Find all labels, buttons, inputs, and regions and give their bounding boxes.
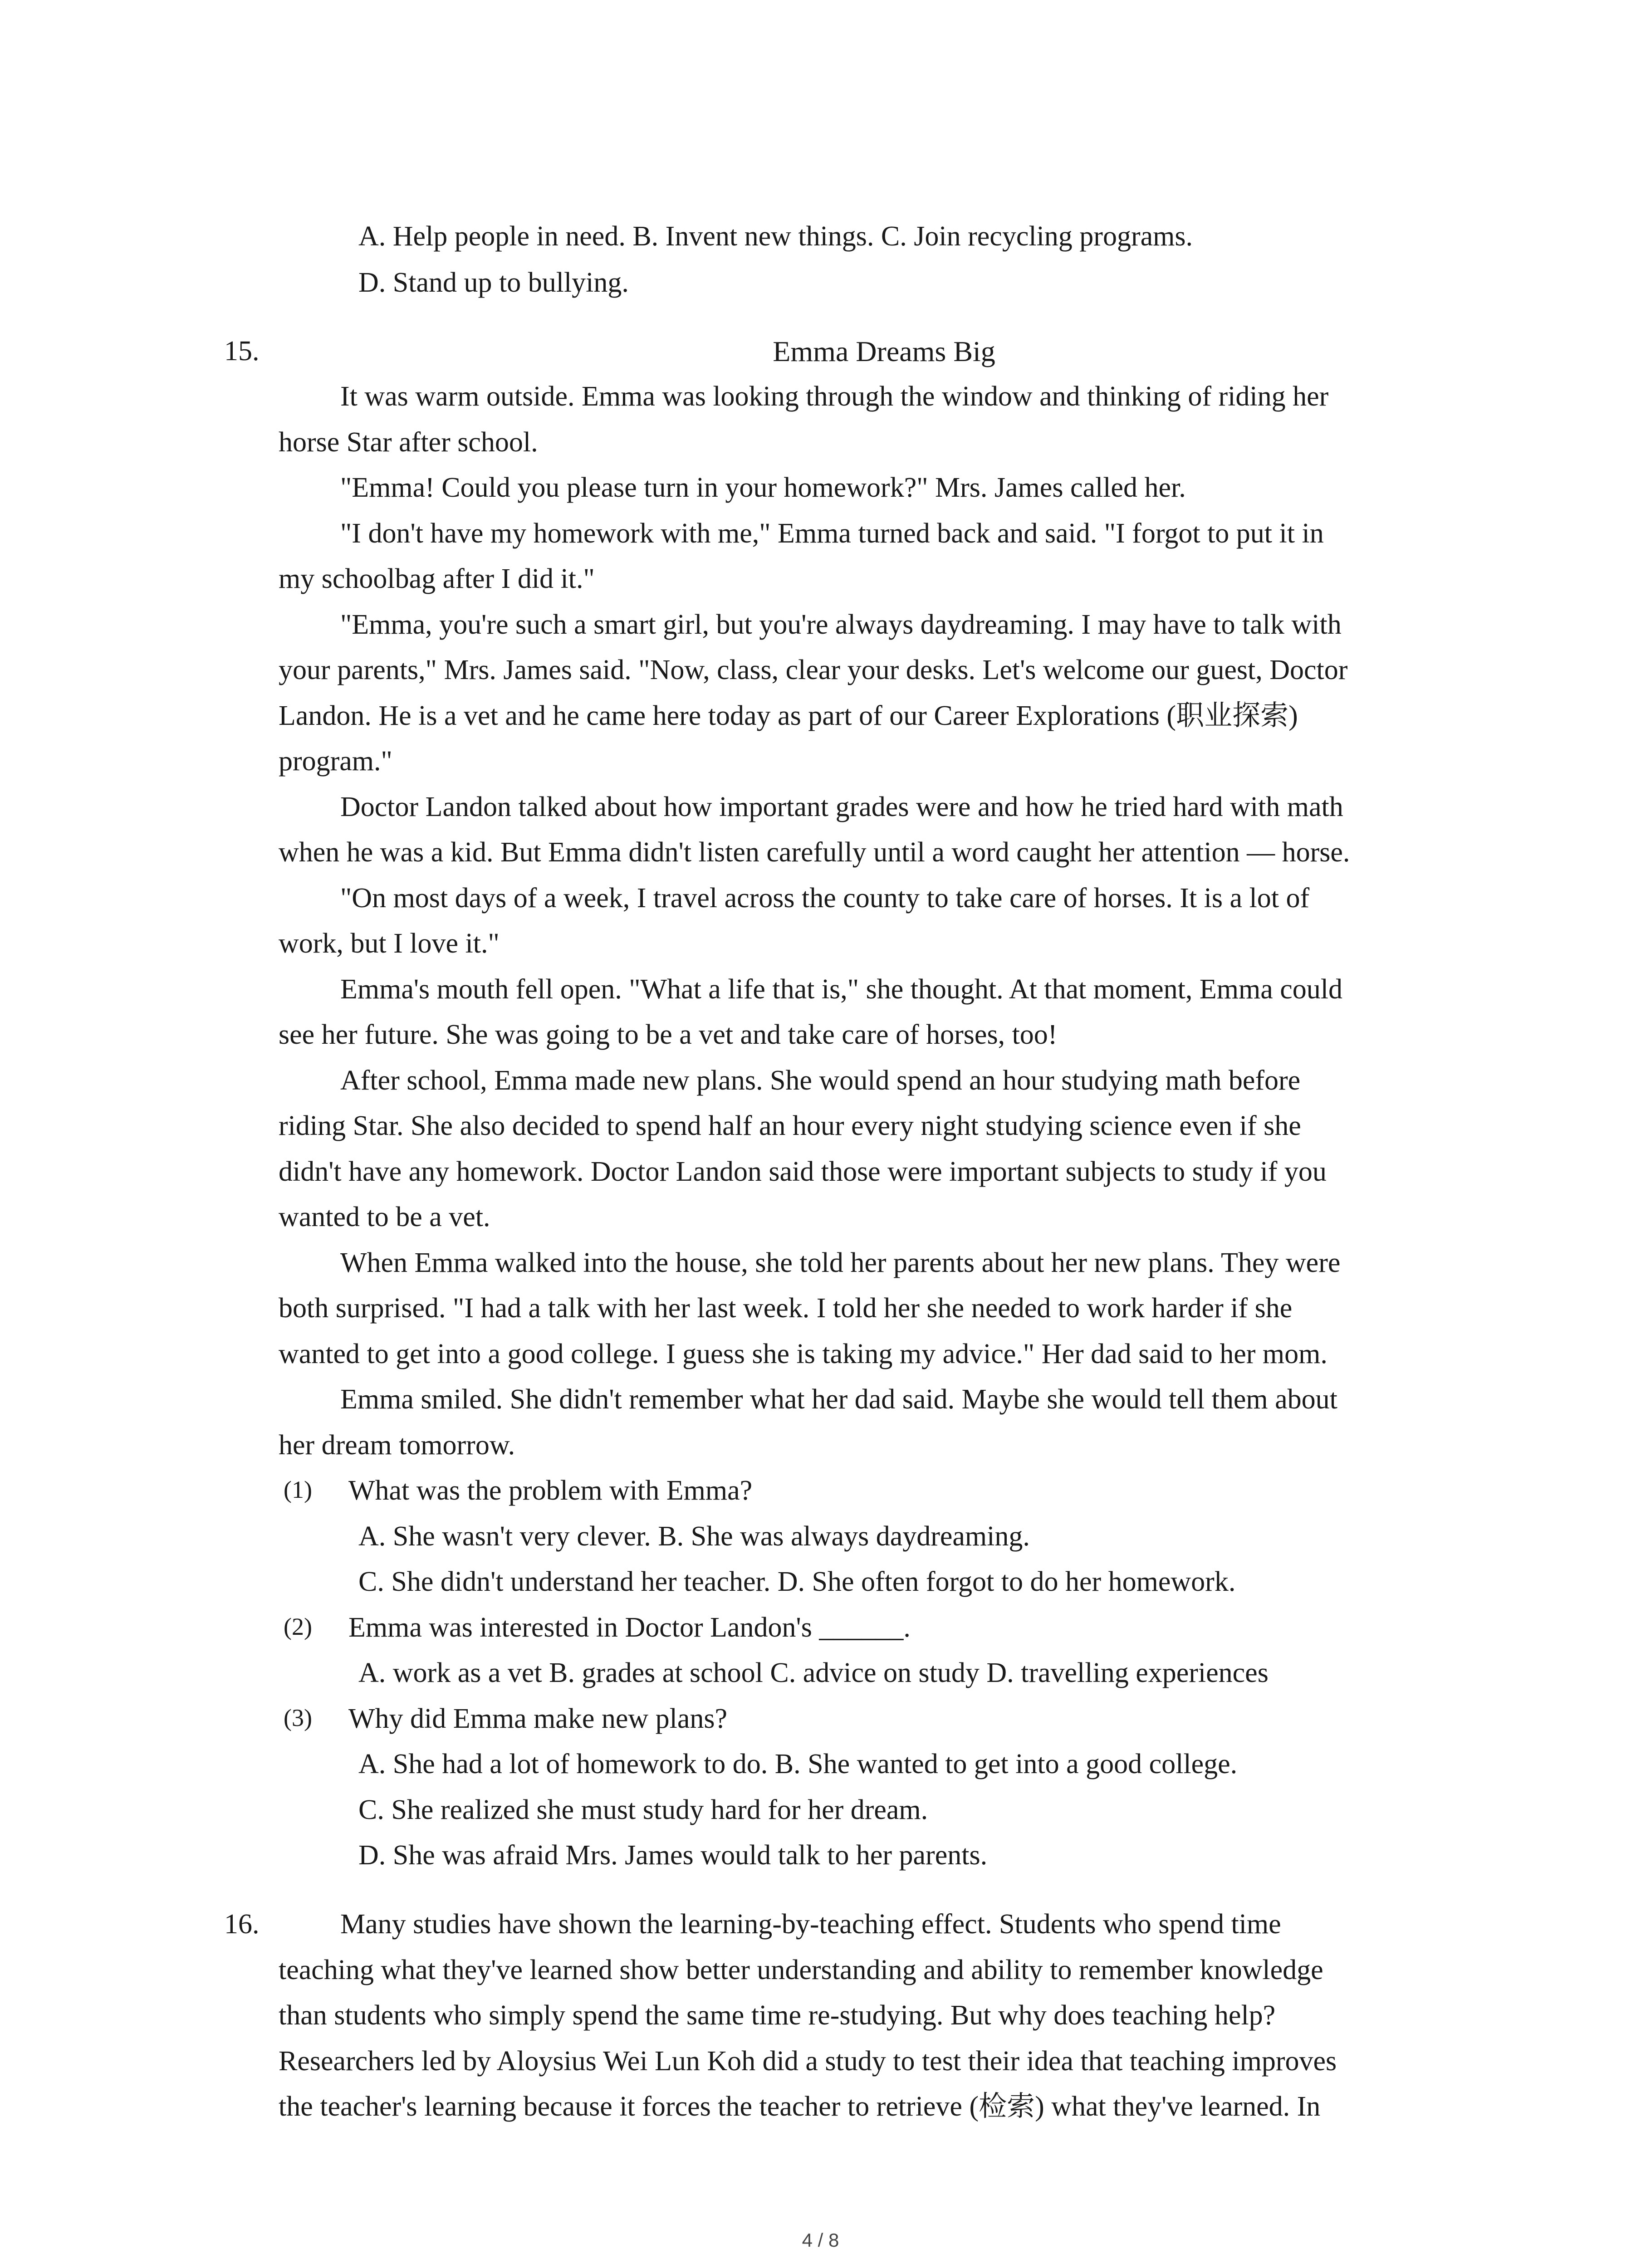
passage-line: After school, Emma made new plans. She would spend an hour studying math before [340, 1065, 1301, 1096]
passage-line: wanted to be a vet. [279, 1202, 490, 1232]
q15-number: 15. [224, 336, 260, 367]
passage-line: riding Star. She also decided to spend half an hour every night studying science even if she [279, 1110, 1301, 1141]
q15-1-options-line-2[interactable]: C. She didn't understand her teacher. D. She often forgot to do her homework. [358, 1566, 1236, 1597]
q16-number: 16. [224, 1909, 260, 1940]
passage-line: Many studies have shown the learning-by-teaching effect. Students who spend time [340, 1909, 1281, 1940]
passage-line: your parents," Mrs. James said. "Now, class, clear your desks. Let's welcome our guest, Doctor [279, 655, 1348, 685]
passage-line: see her future. She was going to be a vet and take care of horses, too! [279, 1019, 1058, 1050]
passage-line: "Emma! Could you please turn in your homework?" Mrs. James called her. [340, 472, 1186, 503]
passage-line: than students who simply spend the same time re-studying. But why does teaching help? [279, 2000, 1276, 2031]
passage-line: my schoolbag after I did it." [279, 563, 595, 594]
passage-line: horse Star after school. [279, 427, 538, 458]
q15-2-label: (2) [284, 1613, 312, 1640]
q15-3-options-line-1[interactable]: A. She had a lot of homework to do. B. She wanted to get into a good college. [358, 1749, 1238, 1779]
passage-line: Researchers led by Aloysius Wei Lun Koh did a study to test their idea that teaching improves [279, 2046, 1337, 2077]
passage-line: her dream tomorrow. [279, 1430, 515, 1461]
passage-line: "On most days of a week, I travel across the county to take care of horses. It is a lot of [340, 883, 1310, 914]
passage-line: Landon. He is a vet and he came here today as part of our Career Explorations (职业探索) [279, 700, 1298, 731]
q14-option-line-1: A. Help people in need. B. Invent new things. C. Join recycling programs. [358, 221, 1193, 252]
passage-line: didn't have any homework. Doctor Landon said those were important subjects to study if you [279, 1156, 1327, 1187]
q15-1-stem: What was the problem with Emma? [348, 1475, 753, 1506]
passage-line: when he was a kid. But Emma didn't listen carefully until a word caught her attention — horse. [279, 837, 1350, 868]
q15-3-stem: Why did Emma make new plans? [348, 1703, 728, 1734]
passage-line: teaching what they've learned show better understanding and ability to remember knowledge [279, 1955, 1323, 1985]
passage-line: Emma's mouth fell open. "What a life that is," she thought. At that moment, Emma could [340, 974, 1342, 1005]
passage-line: work, but I love it." [279, 928, 500, 959]
q15-2-options-line-1[interactable]: A. work as a vet B. grades at school C. advice on study D. travelling experiences [358, 1657, 1269, 1688]
passage-line: When Emma walked into the house, she told her parents about her new plans. They were [340, 1247, 1341, 1278]
passage-line: program." [279, 746, 392, 777]
q15-3-options-line-3[interactable]: D. She was afraid Mrs. James would talk to her parents. [358, 1840, 988, 1871]
q14-option-line-2: D. Stand up to bullying. [358, 267, 629, 298]
q15-1-options-line-1[interactable]: A. She wasn't very clever. B. She was always daydreaming. [358, 1521, 1030, 1552]
passage-line: wanted to get into a good college. I guess she is taking my advice." Her dad said to her mom. [279, 1339, 1327, 1369]
passage-line: "I don't have my homework with me," Emma turned back and said. "I forgot to put it in [340, 518, 1324, 549]
q15-title: Emma Dreams Big [773, 335, 995, 367]
passage-line: It was warm outside. Emma was looking through the window and thinking of riding her [340, 381, 1329, 412]
passage-line: the teacher's learning because it forces the teacher to retrieve (检索) what they've learned. In [279, 2091, 1321, 2122]
q15-2-stem: Emma was interested in Doctor Landon's ______. [348, 1612, 911, 1643]
passage-line: "Emma, you're such a smart girl, but you're always daydreaming. I may have to talk with [340, 609, 1342, 640]
q15-1-label: (1) [284, 1476, 312, 1503]
passage-line: Emma smiled. She didn't remember what her dad said. Maybe she would tell them about [340, 1384, 1337, 1415]
q15-3-options-line-2[interactable]: C. She realized she must study hard for her dream. [358, 1794, 928, 1825]
page-number: 4 / 8 [802, 2229, 839, 2251]
q15-3-label: (3) [284, 1704, 312, 1731]
passage-line: both surprised. "I had a talk with her last week. I told her she needed to work harder if she [279, 1293, 1293, 1324]
passage-line: Doctor Landon talked about how important grades were and how he tried hard with math [340, 792, 1343, 822]
